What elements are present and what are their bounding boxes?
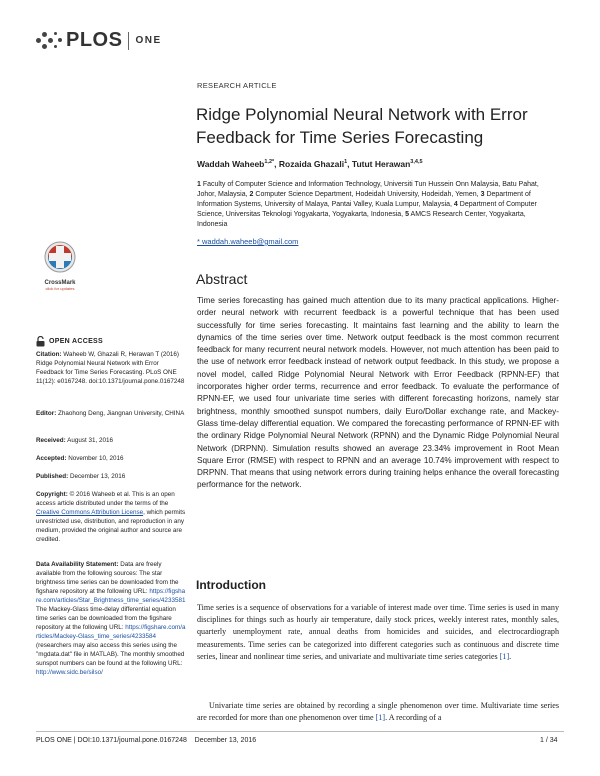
editor-block [36,409,186,418]
author-sup: 1,2* [264,159,275,166]
affil-text: AMCS Research Center, Yogyakarta, Indonesia [197,211,526,228]
copyright-label: Copyright: [36,491,68,498]
copyright-block [36,490,186,544]
published-label: Published: [36,473,69,480]
crossmark-sub: click for updates [45,286,75,291]
reference-link[interactable]: [1] [499,651,510,661]
data-availability-text: The Mackey-Glass time-delay differential equation time series can be downloaded from the figshare repository at the following URL: [36,606,176,631]
author-name[interactable]: Rozaida Ghazali [278,159,345,169]
accepted-date: November 10, 2016 [68,455,124,462]
data-availability-label: Data Availability Statement: [36,561,119,568]
accepted-label: Accepted: [36,455,67,462]
affil-num: 1 [197,181,201,188]
open-access-label: OPEN ACCESS [49,338,103,345]
accepted-block [36,454,186,463]
citation-block [36,350,186,386]
open-lock-icon [36,336,45,347]
sidc-link[interactable]: http://www.sidc.be/silso/ [36,669,103,676]
affil-text: Department of Computer Science, Universitas Teknologi Yogyakarta, Yogyakarta, Indonesia, [197,201,537,218]
affil-text: Faculty of Computer Science and Information Technology, Universiti Tun Hussein Onn Malaysia, Batu Pahat, Johor, Malaysia, [197,181,539,198]
affiliations [197,180,557,230]
figshare-link[interactable]: https://figshare.com/articles/Star_Brightness_time_series/4233581 [36,588,186,604]
author-sup: 3,4,5 [410,159,423,166]
corresponding-email-link[interactable]: * waddah.waheeb@gmail.com [197,237,299,246]
paragraph-text: Univariate time series are obtained by recording a single phenomenon over time. Multivariate time series are recorded for more than one phenomenon over time [197,701,559,723]
reference-link[interactable]: [1] [375,713,386,723]
affil-text: Department of Information Systems, University of Malaya, Pantai Valley, Kuala Lumpur, Malaysia, [197,191,531,208]
citation-text: Waheeb W, Ghazali R, Herawan T (2016) Ridge Polynomial Neural Network with Error Feedback for Time Series Forecasting. PLoS ONE 11(12): e0167248. doi:10.1371/journal.pone.0167248 [36,351,185,385]
affil-num: 4 [453,201,458,208]
data-availability-block [36,560,186,677]
crossmark-label: CrossMark [44,280,76,286]
copyright-text: © 2016 Waheeb et al. This is an open access article distributed under the terms of the [36,491,175,507]
journal-name: ONE [135,35,162,46]
paragraph-text: Time series is a sequence of observations for a variable of interest made over time. Time series is used in many disciplines for things such as hourly air temperature, daily stock prices, weekly interest rates, monthly sales, quarterly unemployment rate, annual deaths from homicides and suicides, and electrocardiograph measurements. Time series can be categorized into different categories such as continuous and discrete time series, linear and nonlinear time series, and univariate and multivariate time series categories [197,603,559,661]
received-block [36,436,186,445]
introduction-paragraph [197,602,559,663]
affil-num: 2 [249,191,254,198]
affil-text: Computer Science Department, Hodeidah University, Hodeidah, Yemen, [255,191,479,198]
footer-divider [36,731,564,732]
editor-label: Editor: [36,410,57,417]
published-block [36,472,186,481]
author-sup: 1 [344,159,348,166]
open-access-badge [36,336,103,347]
received-date: August 31, 2016 [67,437,114,444]
paragraph-text: . [509,651,512,661]
introduction-heading: Introduction [196,578,266,592]
crossmark-badge[interactable] [36,240,84,291]
citation-label: Citation: [36,351,62,358]
figshare-link[interactable]: https://figshare.com/articles/Mackey-Glass_time_series/4233584 [36,624,186,640]
affil-num: 3 [480,191,485,198]
introduction-paragraph [197,700,559,724]
affil-num: 5 [405,211,409,218]
received-label: Received: [36,437,66,444]
article-title: Ridge Polynomial Neural Network with Error Feedback for Time Series Forecasting [196,105,528,147]
published-date: December 13, 2016 [69,473,126,480]
data-availability-text: (researchers may also access this series using the "mgdata.dat" file in MATLAB). The monthly smoothed sunspot numbers can be found at the following URL: [36,642,185,667]
page-number: 1 / 34 [540,737,558,744]
plos-dots-icon [36,30,64,52]
abstract-text: Time series forecasting has gained much attention due to its many practical applications. Higher-order neural network with recurrent feedback is a powerful technique that has been used successfully for time series forecasting. It maintains fast learning and the ability to learn the dynamics of the time series over time. Network output feedback is the most common recurrent feedback for many recurrent neural network models. However, not much attention has been paid to the use of network error feedback instead of network output feedback. In this study, we propose a novel model, called Ridge Polynomial Neural Network with Error Feedback (RPNN-EF) that incorporates higher order terms, recurrence and error feedback. To evaluate the performance of RPNN-EF, we used four univariate time series with different forecasting horizons, namely star brightness, monthly smoothed sunspot numbers, daily Euro/Dollar exchange rate, and Mackey-Glass time-delay differential equation. We compared the forecasting performance of RPNN-EF with the ordinary Ridge Polynomial Neural Network (RPNN) and the Dynamic Ridge Polynomial Neural Network (DRPNN). Simulation results showed an average 23.34% improvement in Root Mean Square Error (RMSE) with respect to RPNN and an average 10.74% improvement with respect to DRPNN. That means that using network errors during training helps enhance the overall forecasting performance for the network. [197,296,559,490]
license-link[interactable]: Creative Commons Attribution License [36,509,144,516]
author-name[interactable]: Waddah Waheeb [197,159,265,169]
author-name[interactable]: Tutut Herawan [351,159,411,169]
abstract-heading: Abstract [196,271,248,287]
author-list: Waddah Waheeb$^{1,2*}$, Rozaida Ghazali$^1$, Tutut Herawan$^{3,4,5}$ [197,159,423,169]
editor-text: Zhaohong Deng, Jiangnan University, CHINA [58,410,185,417]
footer-citation: PLOS ONE | DOI:10.1371/journal.pone.0167248 December 13, 2016 [36,737,257,744]
plos-brand: PLOS [66,29,123,51]
logo-separator [128,32,129,50]
plos-logo[interactable] [36,29,162,52]
article-type: RESEARCH ARTICLE [197,81,277,90]
copyright-text: , which permits unrestricted use, distribution, and reproduction in any medium, provided the original author and source are credited. [36,509,186,543]
data-availability-text: Data are freely available from the following sources: The star brightness time series can be downloaded from the figshare repository at the following URL: [36,561,179,595]
crossmark-icon [36,240,84,274]
paragraph-text: . A recording of a [385,713,442,723]
